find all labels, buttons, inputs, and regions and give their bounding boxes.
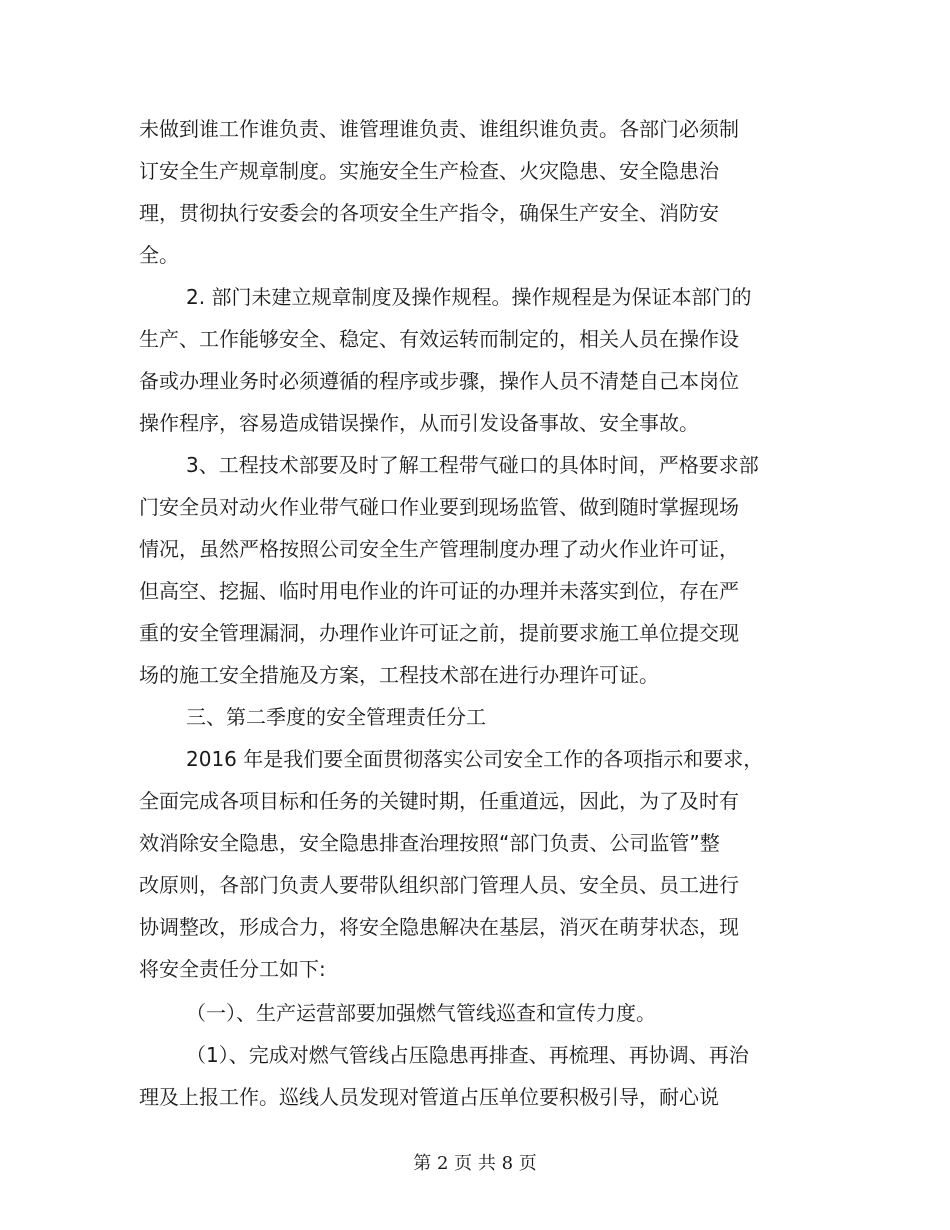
text-line: 改原则，各部门负责人要带队组织部门管理人员、安全员、员工进行: [139, 873, 739, 897]
text-line: 效消除安全隐患，安全隐患排查治理按照“部门负责、公司监管”整: [139, 831, 720, 855]
text-line: 2016 年是我们要全面贯彻落实公司安全工作的各项指示和要求，: [186, 747, 764, 771]
text-line: 全面完成各项目标和任务的关键时期，任重道远，因此，为了及时有: [139, 789, 739, 813]
text-line: 2. 部门未建立规章制度及操作规程。操作规程是为保证本部门的: [186, 285, 752, 309]
text-line: 生产、工作能够安全、稳定、有效运转而制定的，相关人员在操作设: [139, 327, 739, 351]
text-line: 场的施工安全措施及方案，工程技术部在进行办理许可证。: [139, 663, 659, 687]
text-line: 理，贯彻执行安委会的各项安全生产指令，确保生产安全、消防安: [139, 201, 719, 225]
text-line: （1）、完成对燃气管线占压隐患再排查、再梳理、再协调、再治: [186, 1043, 749, 1067]
text-line: 协调整改，形成合力，将安全隐患解决在基层，消灭在萌芽状态，现: [139, 915, 739, 939]
text-line: 3、工程技术部要及时了解工程带气碰口的具体时间，严格要求部: [186, 453, 759, 477]
subsection-heading: （一）、生产运营部要加强燃气管线巡查和宣传力度。: [186, 1001, 656, 1025]
text-line: 未做到谁工作谁负责、谁管理谁负责、谁组织谁负责。各部门必须制: [139, 117, 739, 141]
text-line: 将安全责任分工如下:: [139, 957, 326, 981]
text-line: 操作程序，容易造成错误操作，从而引发设备事故、安全事故。: [139, 411, 699, 435]
text-line: 重的安全管理漏洞，办理作业许可证之前，提前要求施工单位提交现: [139, 621, 739, 645]
text-line: 理及上报工作。巡线人员发现对管道占压单位要积极引导，耐心说: [139, 1085, 719, 1109]
text-line: 全。: [139, 243, 179, 267]
text-line: 门安全员对动火作业带气碰口作业要到现场监管、做到随时掌握现场: [139, 495, 739, 519]
section-heading: 三、第二季度的安全管理责任分工: [186, 705, 486, 729]
text-line: 情况，虽然严格按照公司安全生产管理制度办理了动火作业许可证，: [139, 537, 739, 561]
text-line: 但高空、挖掘、临时用电作业的许可证的办理并未落实到位，存在严: [139, 579, 739, 603]
text-line: 订安全生产规章制度。实施安全生产检查、火灾隐患、安全隐患治: [139, 159, 719, 183]
page-number-footer: 第 2 页 共 8 页: [413, 1153, 537, 1174]
text-line: 备或办理业务时必须遵循的程序或步骤，操作人员不清楚自己本岗位: [139, 369, 739, 393]
